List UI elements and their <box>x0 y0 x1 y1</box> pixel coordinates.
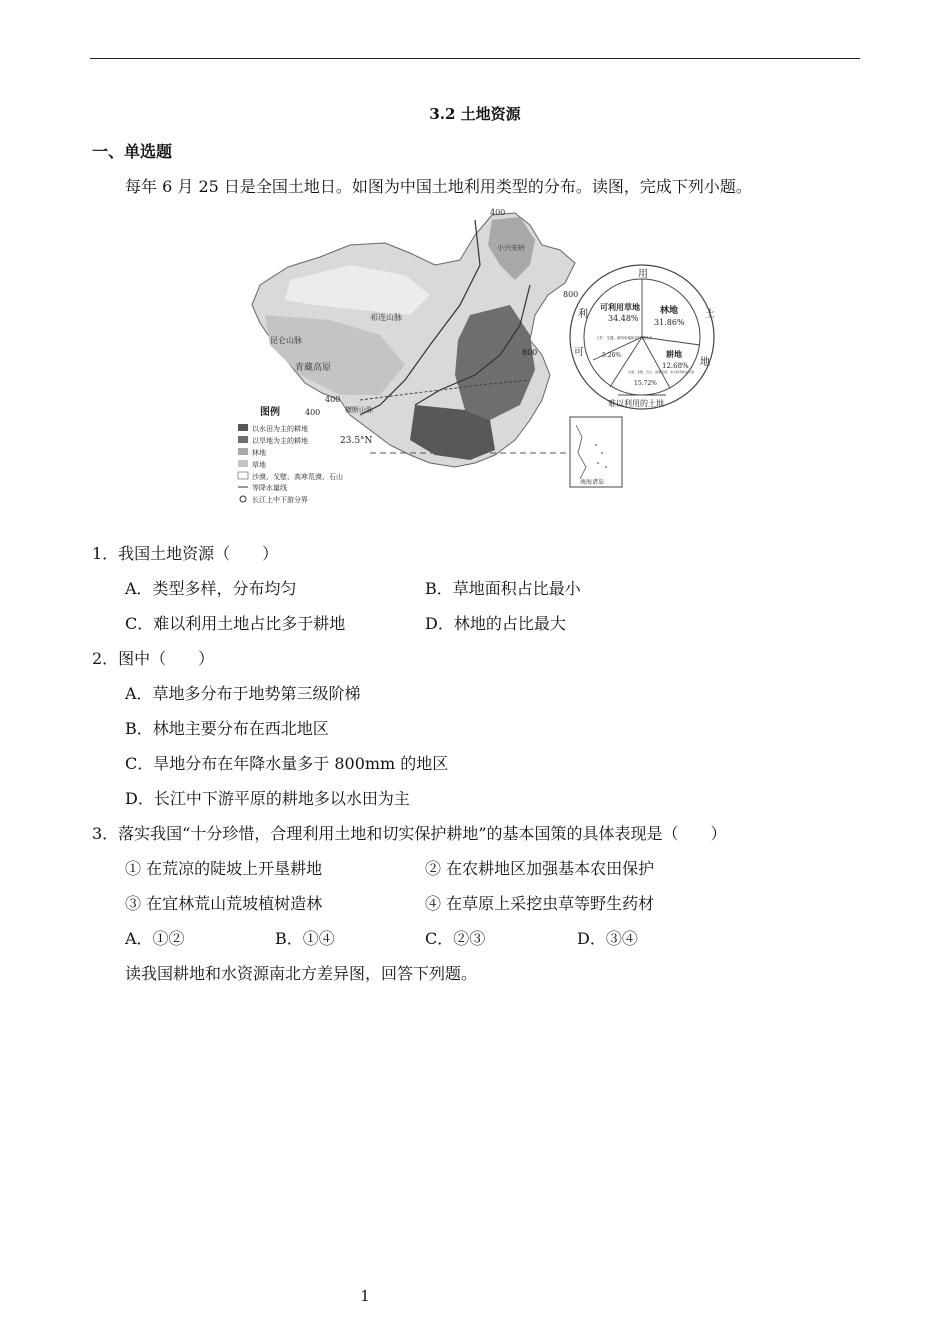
label-qilian: 祁连山脉 <box>370 313 402 322</box>
question-1-option-b[interactable]: B．草地面积占比最小 <box>425 579 581 598</box>
question-1-option-c[interactable]: C．难以利用土地占比多于耕地 <box>125 614 346 633</box>
question-3-option-c[interactable]: C．②③ <box>425 929 486 948</box>
legend-swatch-desert <box>238 472 248 479</box>
question-1-stem: 1．我国土地资源（ ） <box>92 544 279 563</box>
inset-label: 南海诸岛 <box>580 479 605 486</box>
question-2-option-b[interactable]: B．林地主要分布在西北地区 <box>125 719 329 738</box>
pie-ring-char-5: 可 <box>574 347 584 358</box>
pie-ring-char-1: 用 <box>638 269 648 280</box>
legend-swatch-grass <box>238 460 248 467</box>
label-400-top: 400 <box>490 208 506 217</box>
question-3-statement-2: ② 在农耕地区加强基本农田保护 <box>425 859 655 878</box>
intro-text: 每年 6 月 25 日是全国土地日。如图为中国土地利用类型的分布。读图，完成下列小题。 <box>125 177 752 196</box>
legend-item-grass: 草地 <box>252 461 266 469</box>
pie-forest-value: 31.86% <box>654 318 685 327</box>
pie-farmland-label: 耕地 <box>666 349 682 359</box>
pie-grass-label: 可利用草地 <box>600 302 640 312</box>
pie-construction-label: 工矿、交通、城市用地和农村居民点 <box>596 336 652 340</box>
map-legend <box>238 405 343 504</box>
question-3-stem: 3．落实我国“十分珍惜，合理利用土地和切实保护耕地”的基本国策的具体表现是（ ） <box>92 824 727 843</box>
pie-unused-value: 15.72% <box>634 380 657 387</box>
page-title: 3.2 土地资源 <box>429 105 521 123</box>
pie-construction-value: 5.26% <box>602 352 622 359</box>
legend-item-isohyet: 等降水量线 <box>252 484 287 492</box>
south-china-sea-inset <box>570 417 622 487</box>
legend-item-paddy: 以水田为主的耕地 <box>252 425 308 433</box>
question-3-option-a[interactable]: A．①② <box>125 929 185 948</box>
pie-ring-char-2: 土 <box>705 309 715 320</box>
label-tropic: 23.5°N <box>340 436 373 446</box>
legend-swatch-dryland <box>238 436 248 443</box>
question-1-option-d[interactable]: D．林地的占比最大 <box>425 614 566 633</box>
pie-ring-unusable: 难以利用的土地 <box>608 399 664 408</box>
question-3-statement-1: ① 在荒凉的陡坡上开垦耕地 <box>125 859 323 878</box>
pie-forest-label: 林地 <box>660 306 679 316</box>
question-3-statement-3: ③ 在宜林荒山荒坡植树造林 <box>125 894 323 913</box>
pie-ring-char-3: 地 <box>700 357 710 368</box>
question-3-statement-4: ④ 在草原上采挖虫草等野生药材 <box>425 894 655 913</box>
section-heading: 一、单选题 <box>92 142 173 161</box>
legend-swatch-paddy <box>238 424 248 431</box>
land-use-map-figure <box>230 205 720 515</box>
legend-item-dryland: 以旱地为主的耕地 <box>252 437 308 445</box>
label-800-ne: 800 <box>563 290 579 299</box>
question-2-option-c[interactable]: C．旱地分布在年降水量多于 800mm 的地区 <box>125 754 449 773</box>
question-3-option-d[interactable]: D．③④ <box>577 929 638 948</box>
question-2-option-a[interactable]: A．草地多分布于地势第三级阶梯 <box>125 684 361 703</box>
legend-swatch-yangtze <box>240 496 246 502</box>
pie-grass-value: 34.48% <box>608 314 639 323</box>
label-800-e: 800 <box>522 348 538 357</box>
question-1-option-a[interactable]: A．类型多样，分布均匀 <box>125 579 297 598</box>
label-xiaoxing: 小兴安岭 <box>497 244 525 252</box>
question-3-option-b[interactable]: B．①④ <box>275 929 335 948</box>
question-2-option-d[interactable]: D．长江中下游平原的耕地多以水田为主 <box>125 789 410 808</box>
legend-item-yangtze: 长江上中下游分界 <box>252 496 308 504</box>
pie-ring-char-4: 利 <box>578 309 588 320</box>
inset-frame <box>570 417 622 487</box>
legend-title: 图例 <box>260 407 280 418</box>
label-400-w: 400 <box>325 395 341 404</box>
land-use-pie-chart <box>570 265 715 409</box>
pie-unused-label: 沙漠、戈壁、石山、高寒荒漠、永久积雪和冰川等 <box>628 370 695 374</box>
label-qingzang: 青藏高原 <box>295 363 332 373</box>
legend-item-forest: 林地 <box>252 449 266 457</box>
label-400-sw: 400 <box>305 408 321 417</box>
question-2-stem: 2．图中（ ） <box>92 649 215 668</box>
label-hengduan: 横断山脉 <box>345 406 373 414</box>
legend-item-desert: 沙漠、戈壁、高寒荒漠、石山 <box>252 473 343 481</box>
followup-text: 读我国耕地和水资源南北方差异图，回答下列题。 <box>125 964 478 983</box>
legend-swatch-forest <box>238 448 248 455</box>
label-kunlun: 昆仑山脉 <box>270 336 302 345</box>
page-number: 1 <box>360 1287 370 1305</box>
header-rule <box>90 58 860 59</box>
pie-farmland-value: 12.68% <box>662 362 689 370</box>
